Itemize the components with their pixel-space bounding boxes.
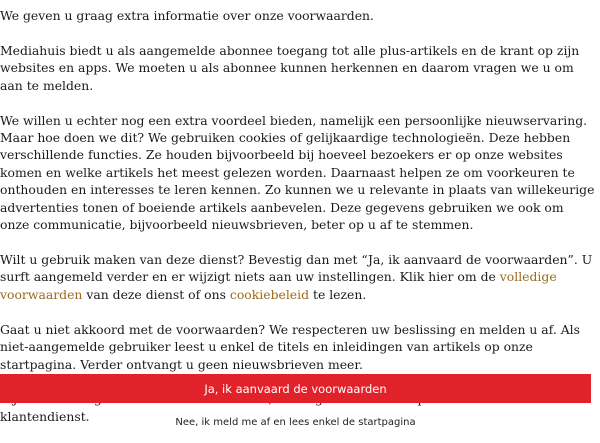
- benefit-paragraph: We willen u echter nog een extra voordeel bieden, namelijk een persoonlijke nieuwservaring. Maar hoe doen we dit? We gebruiken cookies of gelijkaardige technologieën. Deze hebben verschillende functies. Ze houden bijvoorbeeld bij hoeveel bezoekers er op onze websites komen en welke artikels het meest gelezen worden. Daarnaast helpen ze om voorkeuren te onthouden en interesses te leren kennen. Zo kunnen we u relevante in plaats van willekeurige advertenties tonen of boeiende artikels aanbevelen. Deze gegevens gebruiken we ook om onze communicatie, bijvoorbeeld nieuwsbrieven, beter op u af te stemmen.: [0, 112, 595, 233]
- use-service-text-1: Wilt u gebruik maken van deze dienst? Bevestig dan met “Ja, ik aanvaard de voorwaarden”. U surft aangemeld verder en er wijzigt niets aan uw instellingen. Klik hier om de: [0, 251, 593, 285]
- access-paragraph: Mediahuis biedt u als aangemelde abonnee toegang tot alle plus-artikels en de krant op zijn websites en apps. We moeten u als abonnee kunnen herkennen en daarom vragen we u om aan te melden.: [0, 42, 580, 93]
- decline-terms-link[interactable]: Nee, ik meld me af en lees enkel de startpagina: [175, 417, 416, 428]
- intro-paragraph: We geven u graag extra informatie over onze voorwaarden.: [0, 8, 374, 23]
- accept-terms-button[interactable]: Ja, ik aanvaard de voorwaarden: [0, 374, 591, 403]
- use-service-text-2: van deze dienst of ons: [82, 286, 230, 302]
- use-service-text-3: te lezen.: [309, 286, 367, 302]
- full-terms-link[interactable]: volledige voorwaarden: [0, 269, 557, 302]
- use-service-paragraph: [0, 251, 596, 303]
- disagree-paragraph: Gaat u niet akkoord met de voorwaarden? We respecteren uw beslissing en melden u af. Als niet-aangemelde gebruiker leest u enkel de titels en inleidingen van artikels op onze startpagina. Verder ontvangt u geen nieuwsbrieven meer.: [0, 321, 580, 372]
- cookie-policy-link[interactable]: cookiebeleid: [229, 286, 310, 302]
- contact-paragraph: klantendienst.: [0, 408, 90, 424]
